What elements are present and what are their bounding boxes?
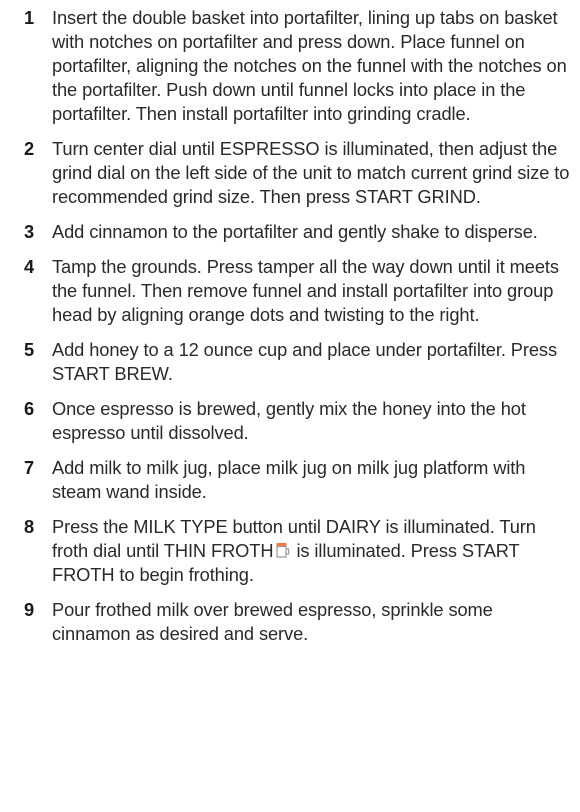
step-5 [24, 338, 576, 386]
step-8 [24, 515, 576, 587]
step-1 [24, 6, 576, 126]
thin-froth-cup-icon [275, 542, 291, 559]
step-6 [24, 397, 576, 445]
step-text: Insert the double basket into portafilter, lining up tabs on basket with notches on portafilter and press down. Place funnel on portafilter, aligning the notches on the funnel with the notches on the portafilter. Push down until funnel locks into place in the portafilter. Then install portafilter into grinding cradle. [52, 7, 567, 124]
step-text: Pour frothed milk over brewed espresso, sprinkle some cinnamon as desired and serve. [52, 599, 493, 644]
step-number: 6 [24, 398, 35, 419]
step-number: 3 [24, 221, 35, 242]
step-text: Add honey to a 12 ounce cup and place under portafilter. Press START BREW. [52, 339, 558, 384]
step-7 [24, 456, 576, 504]
step-text: Add cinnamon to the portafilter and gently shake to disperse. [52, 221, 538, 242]
step-number: 5 [24, 339, 35, 360]
step-text: Once espresso is brewed, gently mix the honey into the hot espresso until dissolved. [52, 398, 526, 443]
step-number: 7 [24, 457, 35, 478]
step-9 [24, 598, 576, 646]
step-number: 2 [24, 138, 35, 159]
step-4 [24, 255, 576, 327]
step-number: 8 [24, 516, 35, 537]
step-number: 4 [24, 256, 35, 277]
step-text: Tamp the grounds. Press tamper all the way down until it meets the funnel. Then remove funnel and install portafilter into group head by aligning orange dots and twisting to the right. [52, 256, 559, 325]
step-text-before-icon: Press the MILK TYPE button until DAIRY is illuminated. Turn froth dial until THIN FROTH [52, 516, 536, 561]
step-2 [24, 137, 576, 209]
step-text: Add milk to milk jug, place milk jug on milk jug platform with steam wand inside. [52, 457, 526, 502]
step-text [52, 515, 576, 587]
step-3 [24, 220, 576, 244]
step-number: 9 [24, 599, 35, 620]
instruction-steps [24, 6, 576, 657]
step-number: 1 [24, 7, 35, 28]
step-text: Turn center dial until ESPRESSO is illuminated, then adjust the grind dial on the left side of the unit to match current grind size to recommended grind size. Then press START GRIND. [52, 138, 570, 207]
step-text-after-icon: is illuminated. Press START FROTH to begin frothing. [52, 540, 520, 585]
